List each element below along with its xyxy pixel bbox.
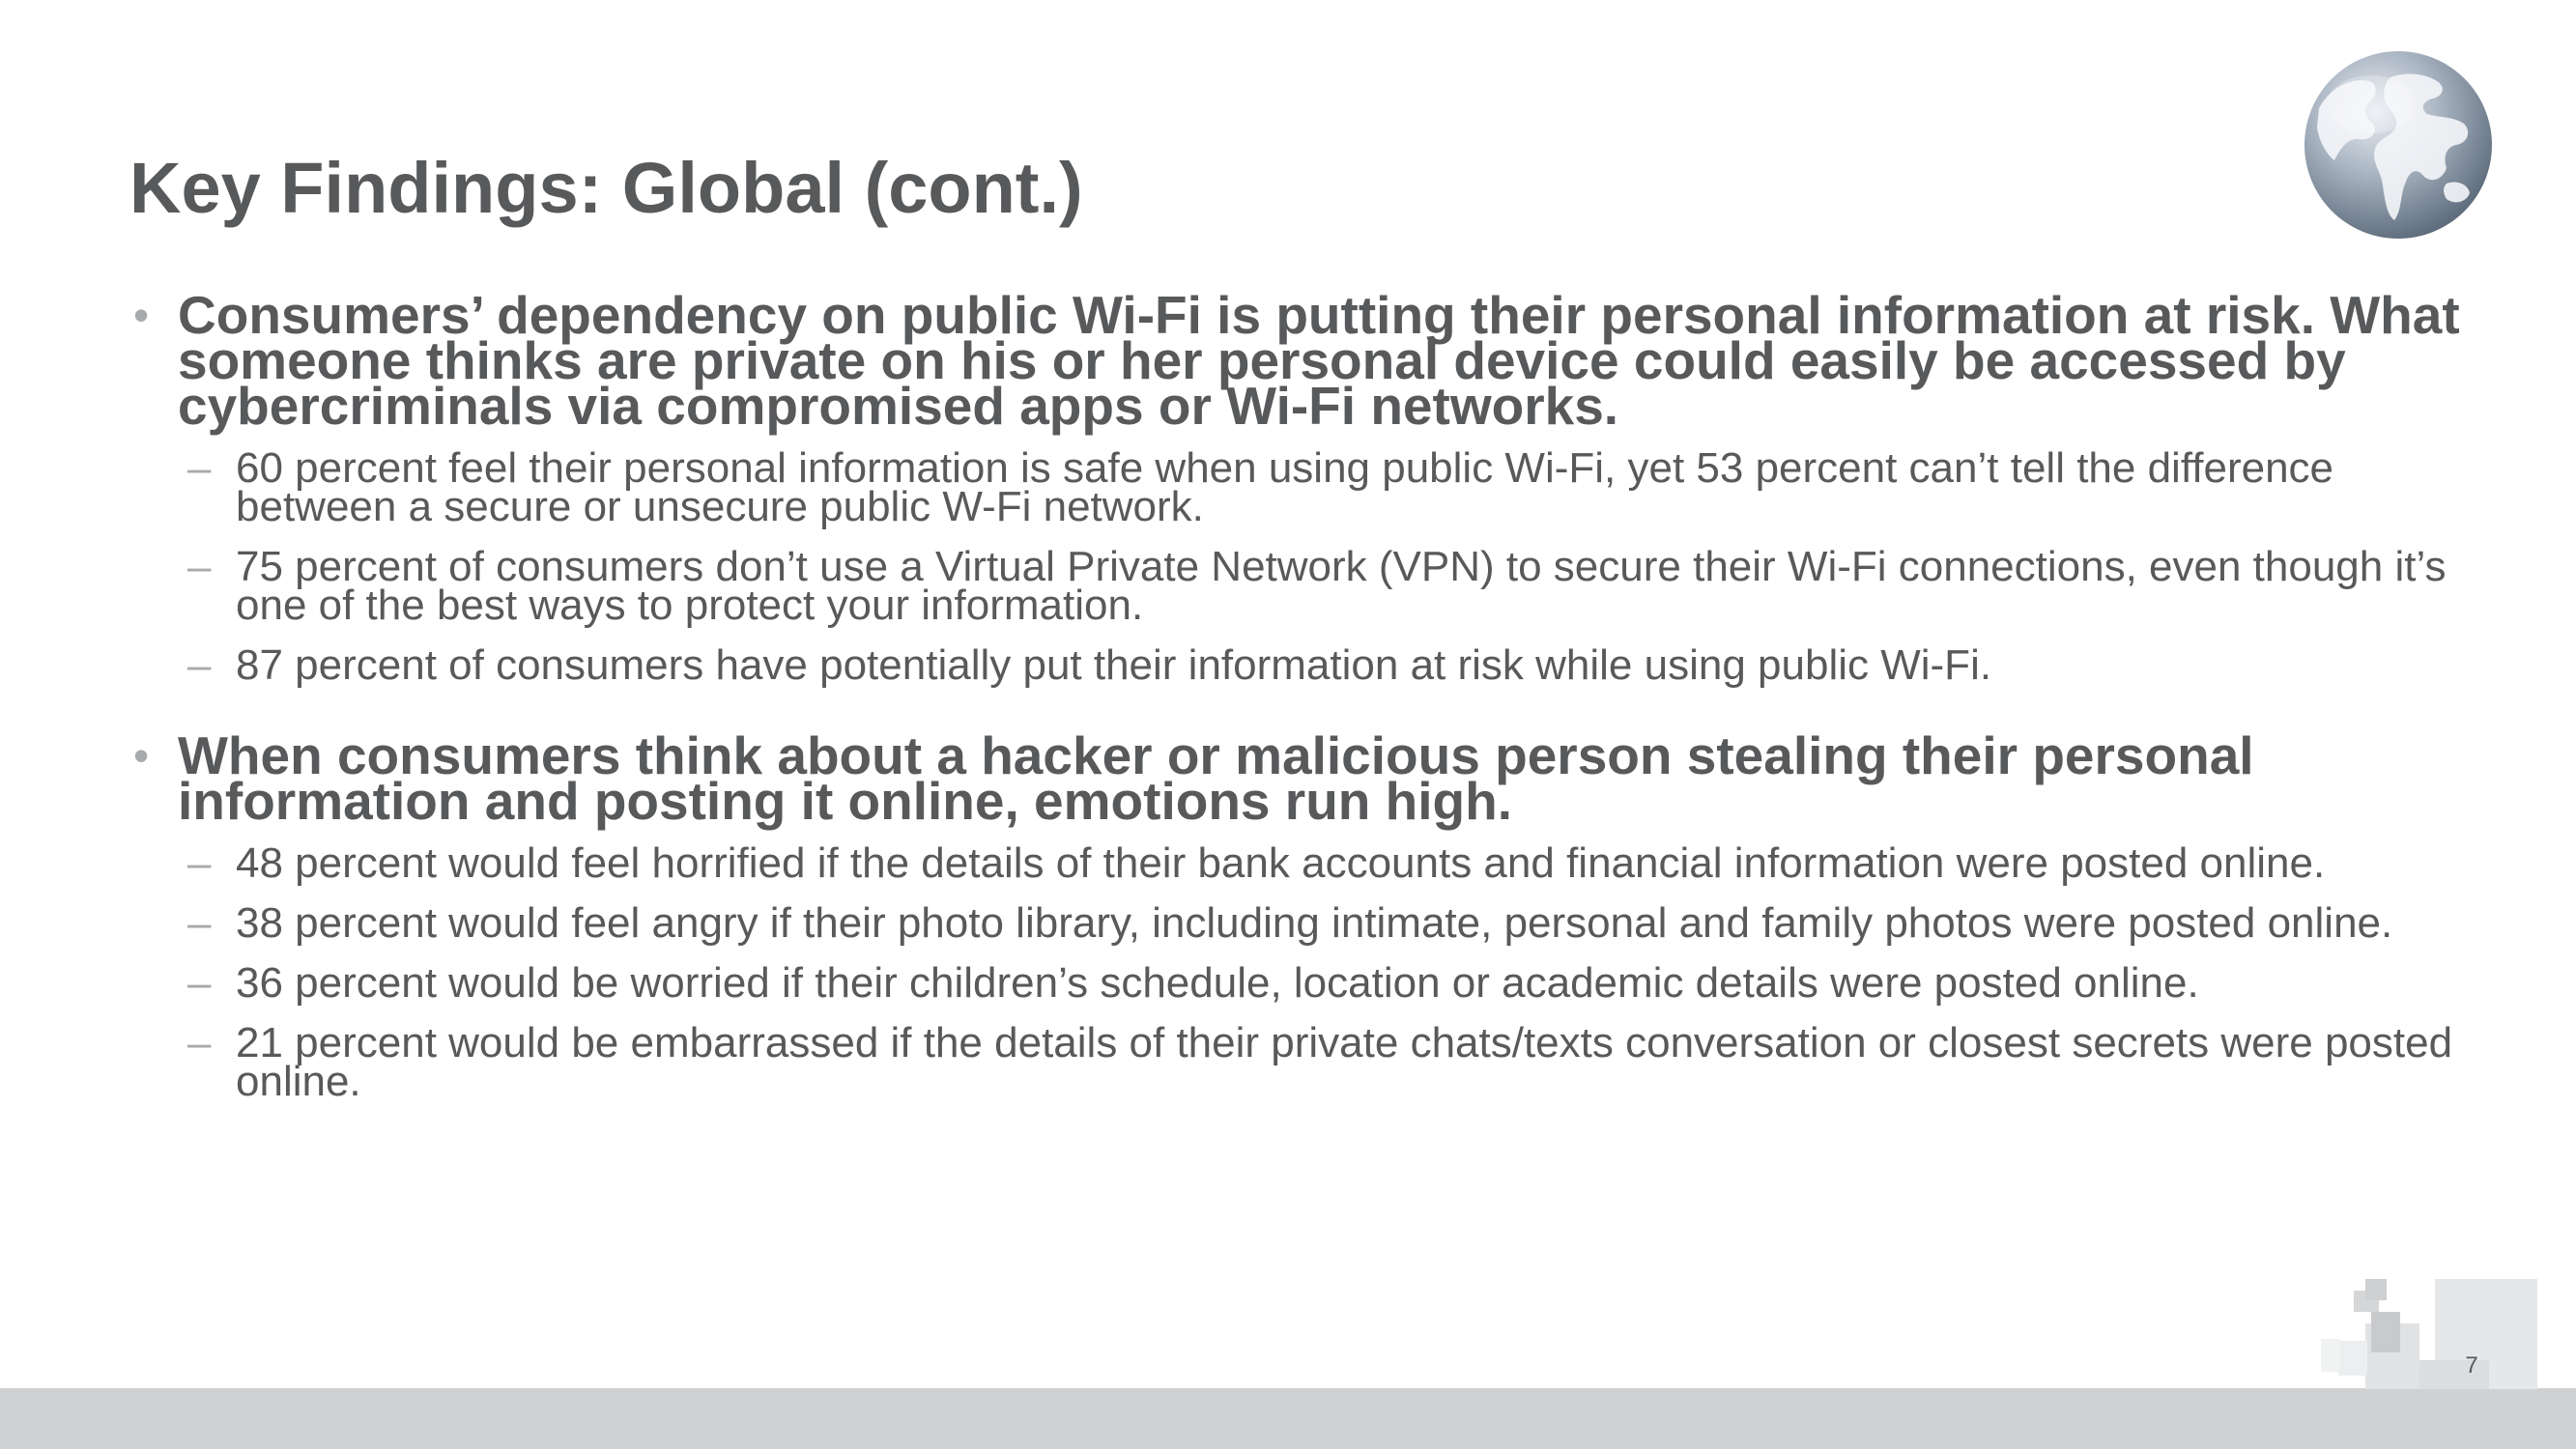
page-title: Key Findings: Global (cont.) [129,148,1083,228]
sub-bullet-text: 21 percent would be embarrassed if the details of their private chats/texts conversation or closest secrets were posted online. [236,1019,2453,1105]
bullet-heading-text: When consumers think about a hacker or malicious person stealing their personal information and posting it online, emotions run high. [178,725,2254,831]
bullet-marker: • [133,290,150,340]
sub-bullet-text: 38 percent would feel angry if their photo library, including intimate, personal and family photos were posted online. [236,899,2393,947]
sub-bullet-text: 36 percent would be worried if their children’s schedule, location or academic details were posted online. [236,959,2199,1007]
sub-bullet-marker: – [187,1019,212,1066]
sub-bullet-list [129,444,2468,689]
bullet-heading [129,725,2468,831]
sub-bullet-text: 60 percent feel their personal information is safe when using public Wi-Fi, yet 53 percent can’t tell the difference between a secure or unsecure public W-Fi network. [236,444,2334,530]
sub-bullet-text: 87 percent of consumers have potentially put their information at risk while using public Wi-Fi. [236,641,1992,689]
page-number: 7 [2465,1352,2478,1378]
sub-bullet-marker: – [187,899,212,947]
bullet-section [129,725,2468,1122]
sub-bullet-marker: – [187,839,212,887]
bullet-marker: • [133,730,150,781]
sub-bullet [187,1019,2468,1105]
sub-bullet-text: 48 percent would feel horrified if the details of their bank accounts and financial information were posted online. [236,839,2326,887]
sub-bullet-marker: – [187,641,212,689]
globe-icon [2302,48,2495,242]
sub-bullet [187,444,2468,530]
sub-bullet [187,543,2468,629]
sub-bullet-list [129,839,2468,1105]
sub-bullet-marker: – [187,543,212,590]
bullet-heading-text: Consumers’ dependency on public Wi-Fi is putting their personal information at risk. What someone thinks are private on his or her personal device could easily be accessed by cybercriminals via compromised apps or Wi-Fi networks. [178,285,2460,436]
sub-bullet [187,641,2468,689]
sub-bullet [187,959,2468,1007]
sub-bullet [187,839,2468,887]
sub-bullet-marker: – [187,444,212,492]
bullet-section [129,285,2468,706]
sub-bullet-marker: – [187,959,212,1007]
sub-bullet-text: 75 percent of consumers don’t use a Virtual Private Network (VPN) to secure their Wi-Fi connections, even though it’s one of the best ways to protect your information. [236,543,2447,629]
sub-bullet [187,899,2468,947]
decorative-squares [2309,1273,2541,1389]
bullet-heading [129,285,2468,436]
footer-bar [0,1388,2576,1449]
